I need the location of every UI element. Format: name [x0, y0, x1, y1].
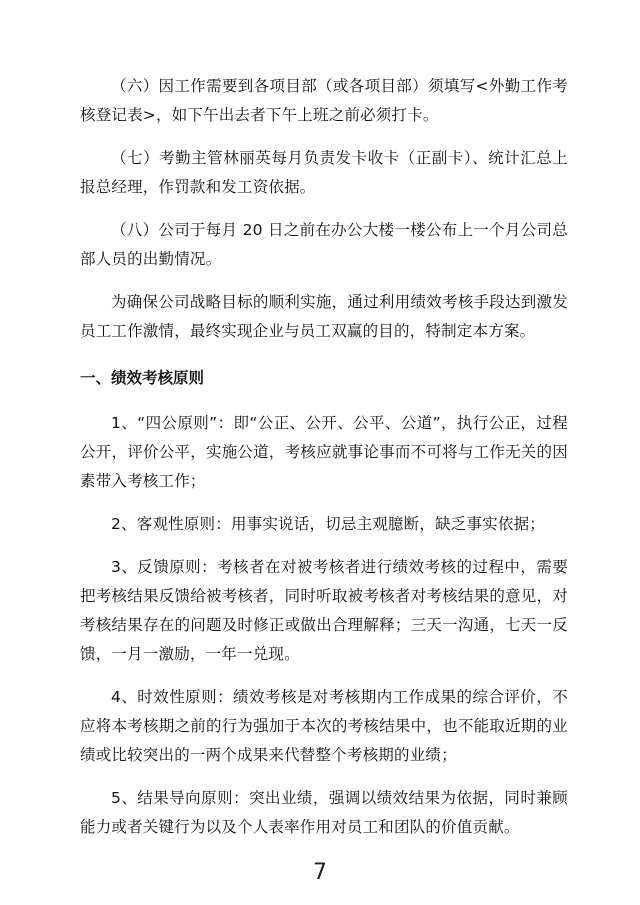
paragraph-purpose: 为确保公司战略目标的顺利实施，通过利用绩效考核手段达到激发员工工作激情，最终实现企业与员工双赢的目的，特制定本方案。	[80, 293, 568, 340]
paragraph-eight: （八）公司于每月 20 日之前在办公大楼一楼公布上一个月公司总部人员的出勤情况。	[80, 221, 568, 268]
principle-item: 2、客观性原则：用事实说话，切忌主观臆断，缺乏事实依据；	[111, 515, 545, 533]
document-body	[80, 72, 568, 842]
page-number: 7	[313, 860, 327, 885]
section-heading: 一、绩效考核原则	[80, 369, 205, 387]
principle-item: 5、结果导向原则：突出业绩，强调以绩效结果为依据，同时兼顾能力或者关键行为以及个人表率作用对员工和团队的价值贡献。	[80, 789, 568, 836]
paragraph-seven: （七）考勤主管林丽英每月负责发卡收卡（正副卡）、统计汇总上报总经理，作罚款和发工资依据。	[80, 149, 568, 196]
paragraph-six: （六）因工作需要到各项目部（或各项目部）须填写<外勤工作考核登记表>，如下午出去者下午上班之前必须打卡。	[80, 77, 568, 124]
principle-item: 4、时效性原则：绩效考核是对考核期内工作成果的综合评价，不应将本考核期之前的行为强加于本次的考核结果中，也不能取近期的业绩或比较突出的一两个成果来代替整个考核期的业绩；	[80, 688, 568, 764]
principle-item: 3、反馈原则：考核者在对被考核者进行绩效考核的过程中，需要把考核结果反馈给被考核者，同时听取被考核者对考核结果的意见，对考核结果存在的问题及时修正或做出合理解释；三天一沟通，七天一反馈，一月一激励，一年一兑现。	[80, 558, 568, 663]
principle-item: 1、“四公原则”：即“公正、公开、公平、公道”，执行公正，过程公开，评价公平，实施公道，考核应就事论事而不可将与工作无关的因素带入考核工作；	[80, 414, 568, 490]
